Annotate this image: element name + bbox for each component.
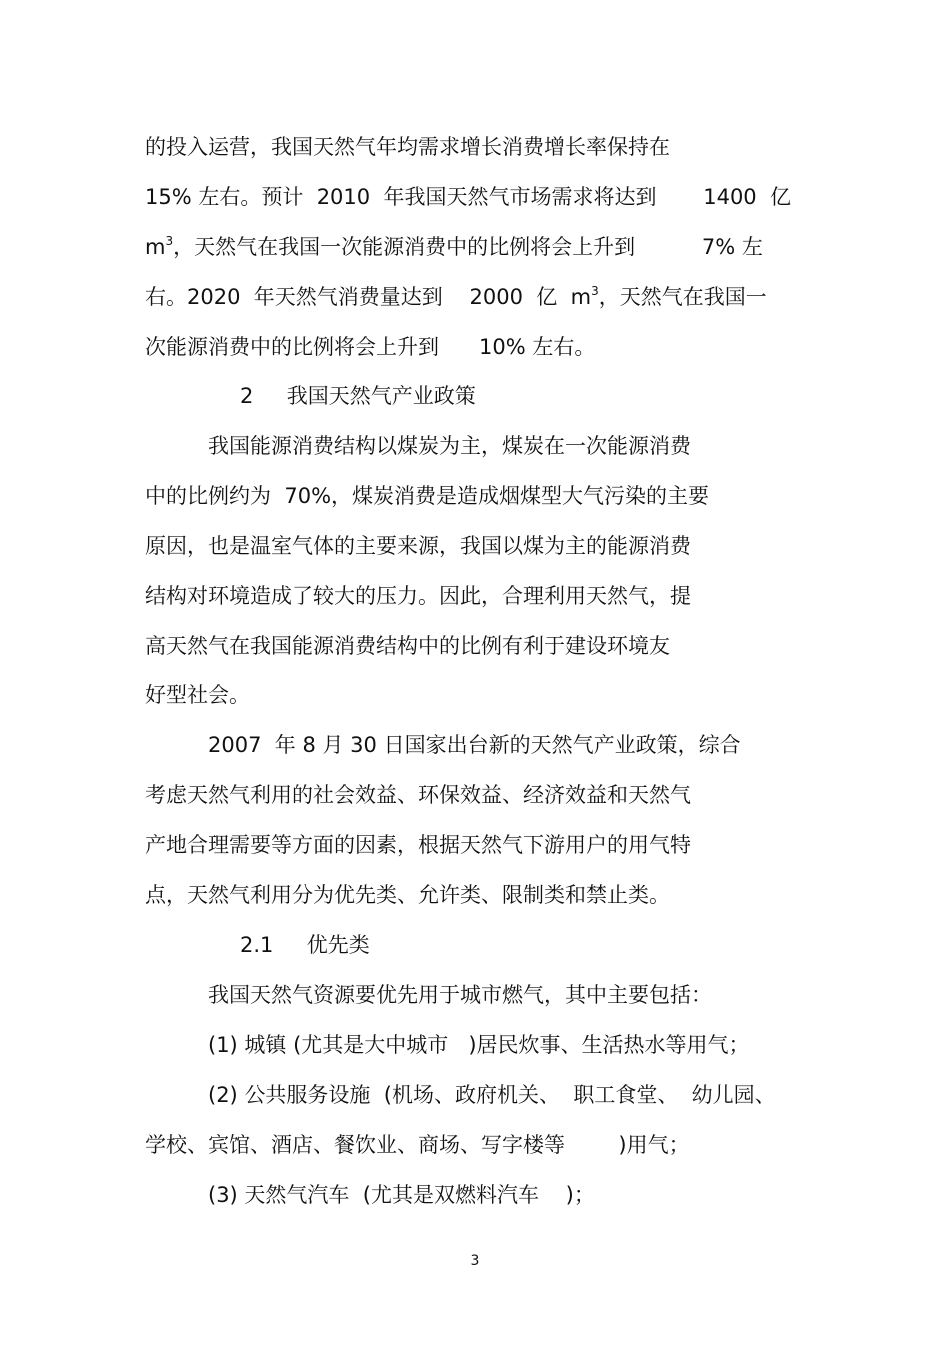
list-item: (1) 城镇 (尤其是大中城市 )居民炊事、生活热水等用气； — [208, 1033, 750, 1057]
list-item: (3) 天然气汽车 (尤其是双燃料汽车 )； — [208, 1183, 595, 1207]
text-line: 2007 年 8 月 30 日国家出台新的天然气产业政策，综合 — [208, 733, 741, 757]
text-line: 结构对环境造成了较大的压力。因此，合理利用天然气，提 — [145, 584, 691, 608]
text-line: 高天然气在我国能源消费结构中的比例有利于建设环境友 — [145, 634, 670, 658]
text-line: $m^3$，天然气在我国一次能源消费中的比例将会上升到 7% 左 — [145, 234, 763, 259]
text-line: 点，天然气利用分为优先类、允许类、限制类和禁止类。 — [145, 883, 670, 907]
text-line: 的投入运营，我国天然气年均需求增长消费增长率保持在 — [145, 135, 670, 159]
page-number: 3 — [470, 1253, 480, 1269]
superscript: 3 — [165, 234, 174, 248]
section-heading: 2.1 优先类 — [240, 933, 370, 957]
text-line: 15% 左右。预计 2010 年我国天然气市场需求将达到 1400 亿 — [145, 185, 792, 209]
text-line: 原因，也是温室气体的主要来源，我国以煤为主的能源消费 — [145, 534, 691, 558]
text-line: 好型社会。 — [145, 683, 250, 707]
text-line: 次能源消费中的比例将会上升到 10% 左右。 — [145, 335, 596, 359]
text-line: 中的比例约为 70%，煤炭消费是造成烟煤型大气污染的主要 — [145, 484, 710, 508]
list-item: (2) 公共服务设施 (机场、政府机关、 职工食堂、 幼儿园、 — [208, 1083, 776, 1107]
text-line: 产地合理需要等方面的因素，根据天然气下游用户的用气特 — [145, 833, 691, 857]
text-line: 我国天然气资源要优先用于城市燃气，其中主要包括： — [208, 983, 712, 1007]
text-line: 右。2020 年天然气消费量达到 2000 亿 $m^3$，天然气在我国一 — [145, 284, 767, 309]
text-line: 学校、宾馆、酒店、餐饮业、商场、写字楼等 )用气； — [145, 1133, 690, 1157]
text-line: 我国能源消费结构以煤炭为主，煤炭在一次能源消费 — [208, 434, 691, 458]
superscript: 3 — [591, 284, 599, 298]
text-line: 考虑天然气利用的社会效益、环保效益、经济效益和天然气 — [145, 783, 691, 807]
section-heading: 2 我国天然气产业政策 — [240, 384, 476, 408]
